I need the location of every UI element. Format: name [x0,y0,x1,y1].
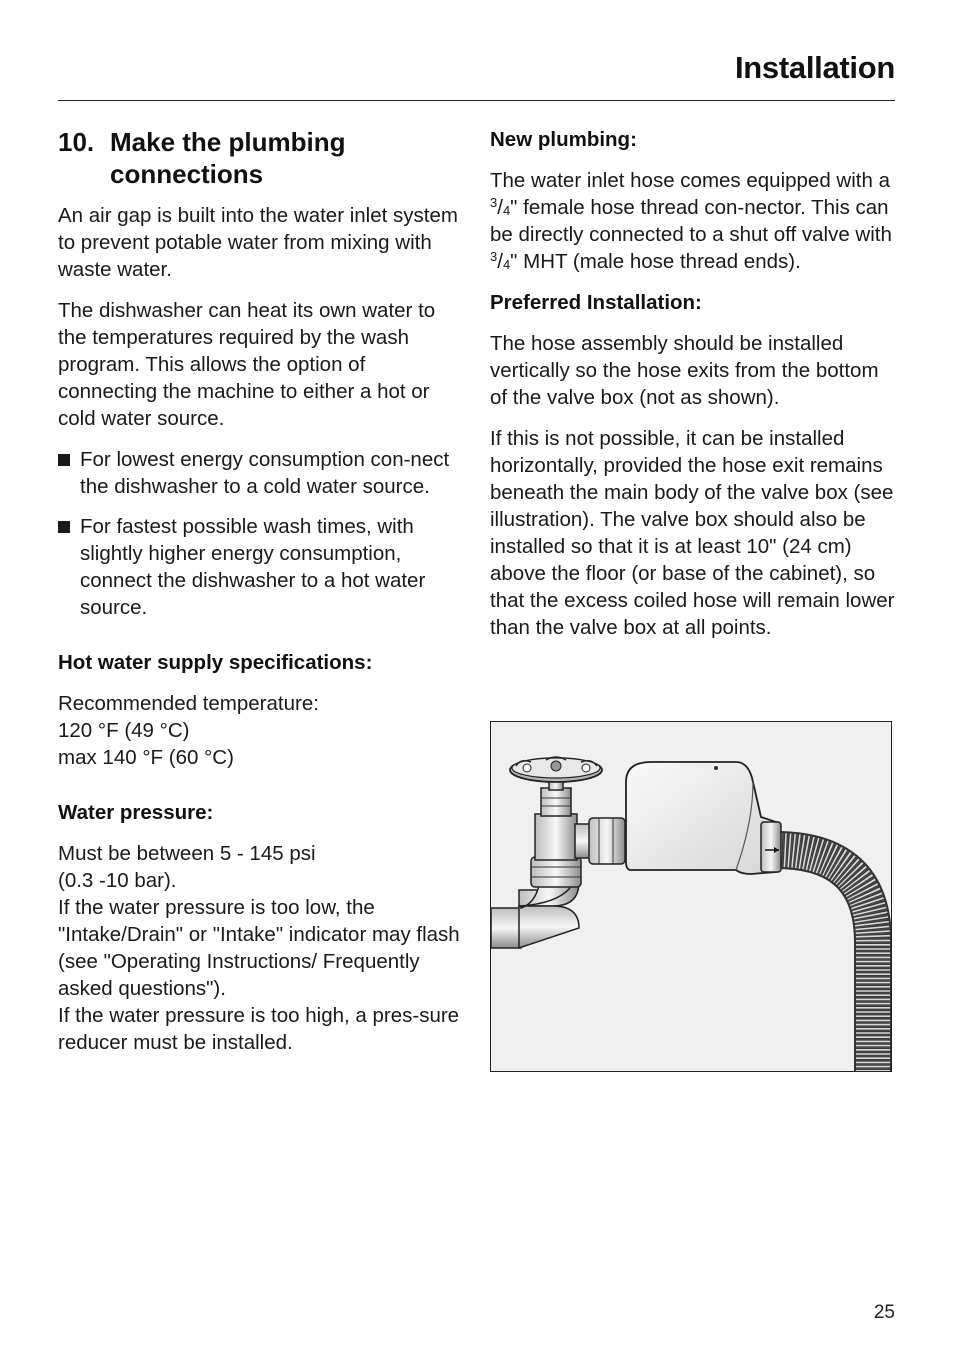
water-pressure-heading: Water pressure: [58,801,214,824]
section-number: 10. [58,127,95,157]
spec-line: 120 °F (49 °C) [58,719,190,742]
spec-line: If the water pressure is too low, the "Intake/Drain" or "Intake" indicator may flash (see "Operating Instructions/ Frequently asked questions"). [58,896,460,1000]
new-plumbing-paragraph: The water inlet hose comes equipped with a $^3/_4$" female hose thread con-nector. This can be directly connected to a shut off valve with $^3/_4$" MHT (male hose thread ends). [490,169,892,273]
spec-line: Must be between 5 - 145 psi [58,842,316,865]
hot-water-heading: Hot water supply specifications: [58,651,373,674]
spec-line: max 140 °F (60 °C) [58,746,234,769]
spec-line: Recommended temperature: [58,692,319,715]
page-number: 25 [873,1302,895,1323]
list-item [58,446,468,500]
valve-box-illustration [490,721,892,1072]
section-title: Make the plumbing connections [110,127,346,189]
hot-water-specs [58,690,468,771]
water-pressure-specs [58,840,468,1056]
preferred-paragraph-horizontal: If this is not possible, it can be installed horizontally, provided the hose exit remains beneath the main body of the valve box (see illustration). The valve box should also be installed so that it is at least 10" (24 cm) above the floor (or base of the cabinet), so that the excess coiled hose will remain lower than the valve box at all points. [490,427,895,639]
bullet-text: For lowest energy consumption con-nect the dishwasher to a cold water source. [80,448,450,498]
left-column [58,126,468,1056]
intro-paragraph-air-gap: An air gap is built into the water inlet system to prevent potable water from mixing with waste water. [58,204,458,281]
page-title: Installation [734,50,895,85]
spec-line: If the water pressure is too high, a pres-sure reducer must be installed. [58,1004,460,1054]
header-divider [58,100,895,101]
right-column [490,126,900,655]
intro-paragraph-heating: The dishwasher can heat its own water to the temperatures required by the wash program. This allows the option of connecting the machine to either a hot or cold water source. [58,299,436,430]
list-item [58,513,468,621]
new-plumbing-heading: New plumbing: [490,128,637,151]
preferred-paragraph-vertical: The hose assembly should be installed vertically so the hose exits from the bottom of the valve box (not as shown). [490,332,879,409]
valve-and-hose-drawing [491,722,891,1071]
bullet-square-icon [58,521,70,533]
bullet-square-icon [58,454,70,466]
bullet-text: For fastest possible wash times, with slightly higher energy consumption, connect the dishwasher to a hot water source. [80,515,426,619]
spec-line: (0.3 -10 bar). [58,869,177,892]
preferred-installation-heading: Preferred Installation: [490,291,702,314]
section-heading [58,126,468,190]
